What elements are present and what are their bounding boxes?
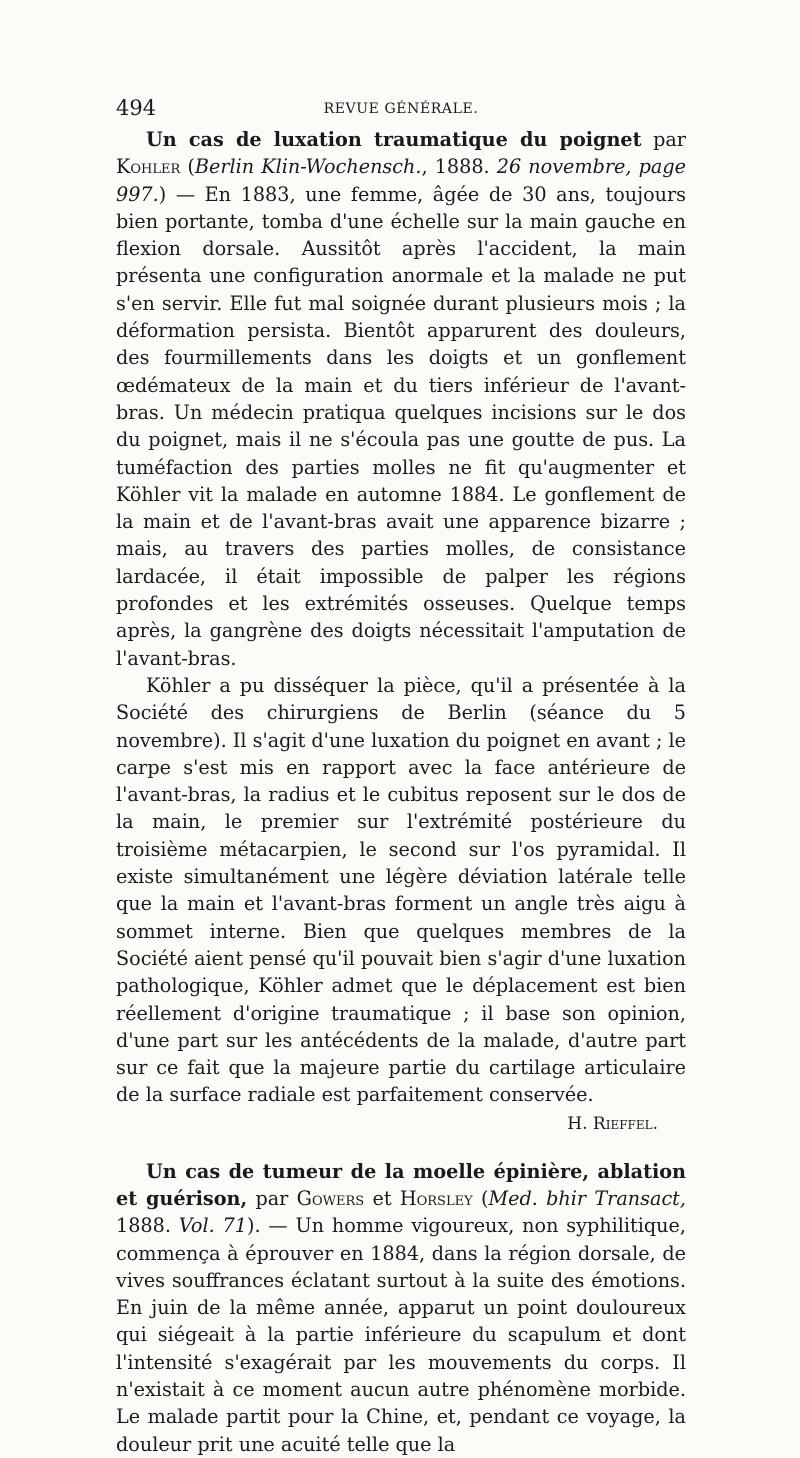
article-1-title: Un cas de luxation traumatique du poignet xyxy=(146,128,642,151)
article-2-volume: Vol. 71 xyxy=(178,1214,247,1238)
article-2-and: et xyxy=(364,1186,400,1210)
article-1-paragraph-2: Köhler a pu disséquer la pièce, qu'il a présentée à la Société des chirurgiens de Berlin (séance du 5 novembre). Il s'agit d'une luxation du poignet en avant ; le carpe s'est mis en rapport avec la face antérieure de l'avant-bras, la radius et le cubitus reposent sur le dos de la main, le premier sur l'extrémité postérieure du troisième métacarpien, le second sur l'os pyramidal. Il existe simultanément une légère déviation latérale telle que la main et l'avant-bras forment un angle très aigu à sommet interne. Bien que quelques membres de la Société aient pensé qu'il pouvait bien s'agir d'une luxation pathologique, Köhler admet que le déplacement est bien réellement d'origine traumatique ; il base son opinion, d'une part sur les antécédents de la malade, d'autre part sur ce fait que la majeure partie du cartilage articulaire de la surface radiale est parfaitement conservée. xyxy=(116,673,687,1107)
article-1-source-mid: , 1888. xyxy=(421,155,497,179)
article-1-source-open: ( xyxy=(180,155,195,179)
article-1-by: par xyxy=(641,128,686,151)
article-1-author: Kohler xyxy=(116,155,181,179)
article-1-signature: H. Rieffel. xyxy=(567,1113,658,1134)
article-2-source-close: ). — xyxy=(246,1214,296,1238)
article-1-paragraph-1 xyxy=(116,126,686,672)
article-1-journal: Berlin Klin-Wochensch. xyxy=(194,155,422,179)
article-2-title: Un cas de tumeur de la moelle épinière, ablation et guérison, xyxy=(116,1159,686,1210)
page-header xyxy=(116,96,686,126)
article-2-by: par xyxy=(247,1186,297,1210)
article-2-author-2: Horsley xyxy=(399,1186,473,1210)
article-1-body-1: En 1883, une femme, âgée de 30 ans, toujours bien portante, tomba d'une échelle sur la main gauche en flexion dorsale. Aussitôt après l'accident, la main présenta une configuration anormale et la malade ne put s'en servir. Elle fut mal soignée durant plusieurs mois ; la déformation persista. Bientôt apparurent des douleurs, des fourmillements dans les doigts et un gonflement œdémateux de la main et du tiers inférieur de l'avant-bras. Un médecin pratiqua quelques incisions sur le dos du poignet, mais il ne s'écoula pas une goutte de pus. La tuméfaction des parties molles ne fit qu'augmenter et Köhler vit la malade en automne 1884. Le gonflement de la main et de l'avant-bras avait une apparence bizarre ; mais, au travers des parties molles, de consistance lardacée, il était impossible de palper les régions profondes et les extrémités osseuses. Quelque temps après, la gangrène des doigts nécessitait l'amputation de l'avant-bras. xyxy=(116,182,687,670)
page xyxy=(116,96,686,1458)
article-2-author-1: Gowers xyxy=(296,1186,365,1210)
article-2-source-open: ( xyxy=(472,1186,489,1210)
page-number: 494 xyxy=(116,96,157,120)
article-2-body-1: Un homme vigoureux, non syphilitique, commença à éprouver en 1884, dans la région dorsale, de vives souffrances éclatant surtout à la suite des émotions. En juin de la même année, apparut un point douloureux qui siégeait à la partie inférieure du scapulum et dont l'intensité s'exagérait par les mouvements du corps. Il n'existait à ce moment aucun autre phénomène morbide. Le malade partit pour la Chine, et, pendant ce voyage, la douleur prit une acuité telle que la xyxy=(116,1214,686,1456)
article-2-source-mid: 1888. xyxy=(116,1214,179,1238)
article-2-journal: Med. bhir Transact, xyxy=(488,1186,686,1210)
running-title: REVUE GÉNÉRALE. xyxy=(323,101,479,117)
section-gap xyxy=(116,1138,686,1158)
article-1-source-close: ) — xyxy=(158,182,205,206)
article-2-paragraph-1 xyxy=(116,1158,686,1458)
article-1-date: 26 novembre, page 997. xyxy=(116,155,686,206)
